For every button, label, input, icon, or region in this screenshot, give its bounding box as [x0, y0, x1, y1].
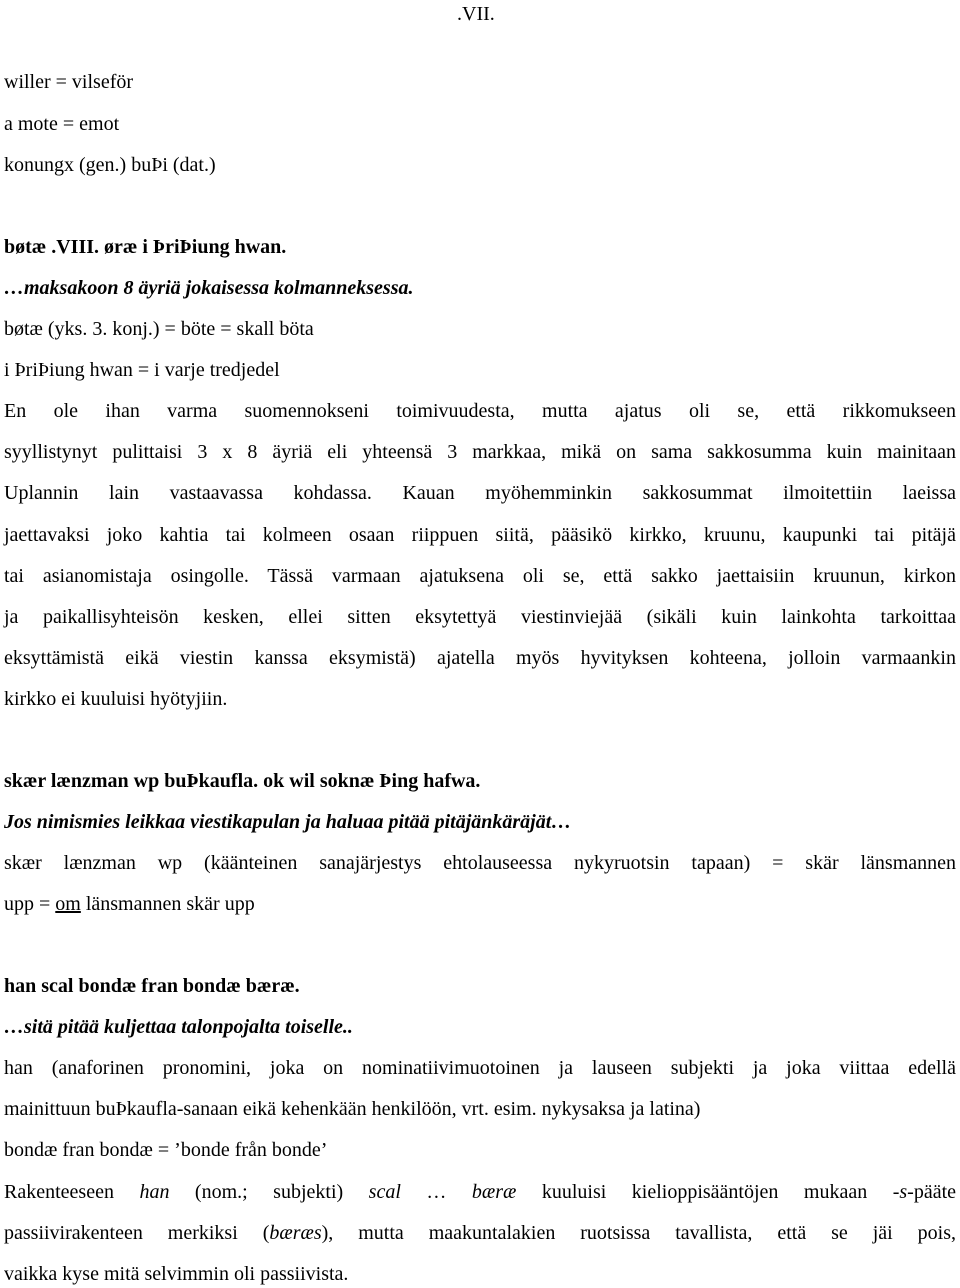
gloss-text: upp = [4, 893, 56, 915]
gloss-line: skær lænzman wp (käänteinen sanajärjestys ehtolauseessa nykyruotsin tapaan) = skär länsmannen [4, 852, 956, 874]
paragraph-line: eksyttämistä eikä viestin kanssa eksymistä) ajatella myös hyvityksen kohteena, jolloin varmaankin [4, 647, 956, 669]
source-sentence: han scal bondæ fran bondæ bæræ. [4, 975, 300, 997]
paragraph-line: Uplannin lain vastaavassa kohdassa. Kauan myöhemminkin sakkosummat ilmoitettiin laeissa [4, 482, 956, 504]
italic-term: bæræs [269, 1222, 322, 1244]
gloss-line: i ÞriÞiung hwan = i varje tredjedel [4, 359, 280, 381]
paragraph-line: tai asianomistaja osingolle. Tässä varmaan ajatuksena oli se, että sakko jaettaisiin kruunun, kirkon [4, 565, 956, 587]
paragraph-line: jaettavaksi joko kahtia tai kolmeen osaan riippuen siitä, pääsikö kirkko, kruunu, kaupunki tai pitäjä [4, 524, 956, 546]
paragraph-line: kirkko ei kuuluisi hyötyjiin. [4, 688, 228, 710]
italic-term: s [899, 1181, 908, 1203]
gloss-line: bondæ fran bondæ = ’bonde från bonde’ [4, 1139, 328, 1161]
vocab-line: konungx (gen.) buÞi (dat.) [4, 154, 216, 176]
paragraph-line: En ole ihan varma suomennokseni toimivuudesta, mutta ajatus oli se, että rikkomukseen [4, 400, 956, 422]
gloss-line: bøtæ (yks. 3. konj.) = böte = skall böta [4, 318, 314, 340]
gloss-text: länsmannen skär upp [80, 893, 255, 915]
text-run: ), mutta maakuntalakien ruotsissa tavallista, että se jäi pois, [321, 1222, 956, 1244]
paragraph-line [4, 1221, 956, 1245]
text-run: … [400, 1181, 472, 1203]
text-run: passiivirakenteen merkiksi ( [4, 1222, 270, 1244]
paragraph-line: syyllistynyt pulittaisi 3 x 8 äyriä eli yhteensä 3 markkaa, mikä on sama sakkosumma kuin mainitaan [4, 441, 956, 463]
page-number: .VII. [457, 3, 495, 25]
source-sentence: skær lænzman wp buÞkaufla. ok wil soknæ Þing hafwa. [4, 770, 481, 792]
translation-sentence: Jos nimismies leikkaa viestikapulan ja haluaa pitää pitäjänkäräjät… [4, 811, 572, 833]
text-run: -pääte [907, 1181, 957, 1203]
italic-term: scal [368, 1181, 401, 1203]
paragraph-line: ja paikallisyhteisön kesken, ellei sitten eksytettyä viestinviejää (sikäli kuin lainkohta tarkoittaa [4, 606, 956, 628]
underlined-word: om [55, 893, 81, 915]
paragraph-line: han (anaforinen pronomini, joka on nominatiivimuotoinen ja lauseen subjekti ja joka viittaa edellä [4, 1057, 956, 1079]
vocab-line: willer = vilseför [4, 71, 134, 93]
text-run: Rakenteeseen [4, 1181, 140, 1203]
translation-sentence: …sitä pitää kuljettaa talonpojalta toiselle.. [4, 1016, 353, 1038]
source-sentence: bøtæ .VIII. øræ i ÞriÞiung hwan. [4, 236, 287, 258]
text-run: (nom.; subjekti) [169, 1181, 369, 1203]
paragraph-line [4, 1180, 956, 1204]
italic-term: han [139, 1181, 170, 1203]
translation-sentence: …maksakoon 8 äyriä jokaisessa kolmanneksessa. [4, 277, 414, 299]
italic-term: bæræ [471, 1181, 517, 1203]
paragraph-line: mainittuun buÞkaufla-sanaan eikä kehenkään henkilöön, vrt. esim. nykysaksa ja latina) [4, 1098, 701, 1120]
text-run: kuuluisi kielioppisääntöjen mukaan - [516, 1181, 900, 1203]
vocab-line: a mote = emot [4, 113, 120, 135]
gloss-line [4, 892, 956, 916]
paragraph-line: vaikka kyse mitä selvimmin oli passiivista. [4, 1263, 349, 1285]
